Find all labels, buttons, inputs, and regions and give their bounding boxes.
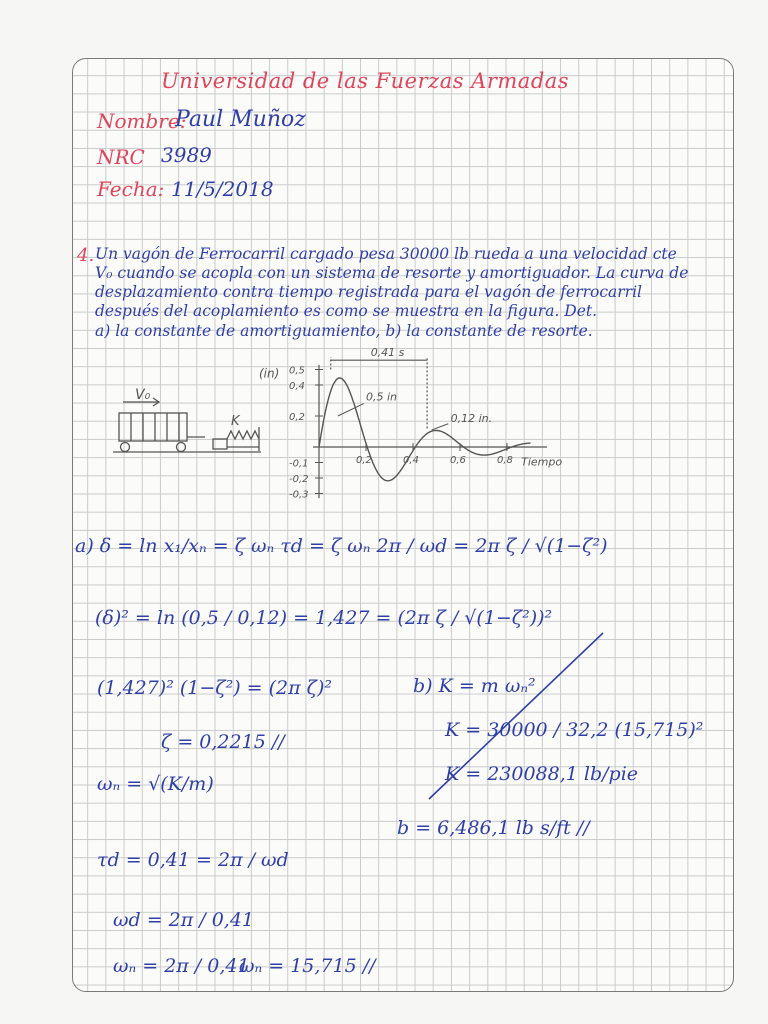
problem-parts: a) la constante de amortiguamiento, b) la constante de resorte. — [95, 322, 593, 340]
eq-damped-period: τd = 0,41 = 2π / ωd — [97, 849, 289, 871]
problem-number: 4. — [77, 245, 95, 266]
x-tick-label: 0,6 — [450, 455, 466, 466]
y-tick-label: 0,4 — [289, 381, 305, 392]
nrc-label: NRC — [97, 145, 145, 169]
eq-wn-fraction: ωₙ = 2π / 0,41 — [113, 955, 250, 977]
amplitude-1-annotation: 0,5 in — [366, 390, 398, 404]
y-axis-unit: (in) — [259, 366, 280, 381]
eq-natural-frequency: ωₙ = √(K/m) — [97, 773, 214, 795]
v0-label: V₀ — [135, 387, 151, 403]
x-axis-label: Tiempo — [521, 455, 563, 469]
date-label: Fecha: — [97, 177, 165, 201]
date-value: 11/5/2018 — [171, 177, 274, 201]
x-tick-label: 0,2 — [356, 455, 372, 466]
y-tick-label: -0,3 — [289, 489, 309, 501]
x-tick-label: 0,4 — [403, 455, 419, 466]
eq-damping-result: b = 6,486,1 lb s/ft // — [397, 817, 590, 839]
y-tick-label: 0,2 — [289, 412, 305, 423]
eq-delta-squared: (δ)² = ln (0,5 / 0,12) = 1,427 = (2π ζ / √(1−ζ²))² — [95, 607, 553, 629]
eq-spring-constant-formula: b) K = m ωₙ² — [413, 675, 536, 697]
eq-zeta-relation: (1,427)² (1−ζ²) = (2π ζ)² — [97, 677, 332, 699]
displacement-figure — [113, 327, 563, 507]
y-tick-label: -0,1 — [289, 458, 309, 470]
graph-paper-sheet — [72, 58, 734, 992]
eq-log-decrement: a) δ = ln x₁/xₙ = ζ ωₙ τd = ζ ωₙ 2π / ωd = 2π ζ / √(1−ζ²) — [75, 535, 608, 557]
eq-zeta-result: ζ = 0,2215 // — [161, 731, 285, 753]
name-value: Paul Muñoz — [175, 107, 306, 132]
y-tick-label: -0,2 — [289, 474, 309, 485]
y-tick-label: 0,5 — [289, 365, 305, 377]
problem-text: Un vagón de Ferrocarril cargado pesa 30000 lb rueda a una velocidad cte V₀ cuando se acopla con un sistema de resorte y amortiguador. La curva de desplazamiento contra tiempo registrada para el vagón de ferrocarril después del acoplamiento es como se muestra en la figura. Det. — [95, 245, 689, 320]
x-tick-label: 0,8 — [497, 455, 513, 466]
eq-damped-frequency: ωd = 2π / 0,41 — [113, 909, 255, 931]
period-annotation: 0,41 s — [370, 346, 405, 360]
university-title: Universidad de las Fuerzas Armadas — [161, 69, 570, 93]
eq-wn-result: ωₙ = 15,715 // — [239, 955, 376, 977]
amplitude-2-annotation: 0,12 in. — [450, 412, 493, 426]
eq-spring-constant-result: K = 230088,1 lb/pie — [445, 763, 639, 785]
eq-spring-constant-substitution: K = 30000 / 32,2 (15,715)² — [445, 719, 704, 741]
strike-through-line — [423, 627, 613, 807]
nrc-value: 3989 — [161, 143, 212, 167]
spring-k-label: K — [231, 414, 240, 429]
name-label: Nombre: — [97, 109, 187, 133]
